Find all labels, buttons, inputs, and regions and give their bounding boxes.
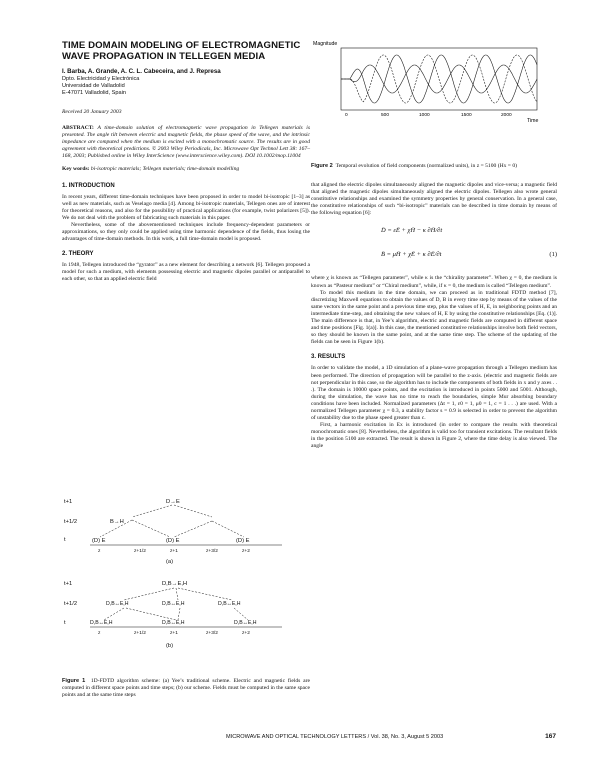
affiliation xyxy=(62,76,310,97)
article-authors: I. Barba, A. Grande, A. C. L. Cabeceira, and J. Represa xyxy=(62,68,221,75)
diagram-node: D,B↔E,H xyxy=(106,601,129,607)
row-label: t+1/2 xyxy=(64,601,78,607)
keywords-text: bi-isotropic materials; Tellegen materials; time-domain modelling xyxy=(90,166,240,173)
journal-info: MICROWAVE AND OPTICAL TECHNOLOGY LETTERS / Vol. 38, No. 3, August 5 2003 xyxy=(226,734,444,740)
x-tick-label: 1500 xyxy=(461,113,472,118)
row-label: t+1 xyxy=(64,581,73,587)
diagram-node: D,B↔E,H xyxy=(90,620,113,626)
figure-2-chart xyxy=(311,40,557,130)
diagram-node: D→E xyxy=(166,499,180,505)
affiliation-line: E-47071 Valladolid, Spain xyxy=(62,90,126,96)
keywords-label: Key words: xyxy=(62,166,90,173)
diagram-node: D,B↔E,H xyxy=(218,601,241,607)
row-label: t xyxy=(64,620,66,626)
x-tick-label: 500 xyxy=(381,113,390,118)
right-column xyxy=(311,40,557,451)
y-axis-label: Magnitude xyxy=(313,41,338,47)
paragraph: that aligned the electric dipoles simultaneously aligned the magnetic dipoles and vice-versa; a magnetic field that aligned the magnetic dipoles simultaneously aligned the electric dipoles. Tellegen also wrote general constitutive relationships and examined the symmetry properties by general conservation. In a general case, the constitutive relationships of such “bi-isotropic” materials can be described in time domain by means of the following equation [6]: xyxy=(311,182,557,217)
paragraph: In order to validate the model, a 1D simulation of a plane-wave propagation through a Tellegen medium has been performed. The direction of propagation will be parallel to the z-axis. (electric and magnetic fields are not perpendicular in this case, so the algorithm has to include the components of both fields in x and y axes . . .). The domain is 10000 space points, and the excitation is introduced in points 5000 and 5001. Although, during the simulation, the wave has no time to reach the boundaries, simple Mur absorbing boundary conditions have been included. Normalized parameters (Δt = 1, ε0 = 1, μ0 = 1, c = 1 . . .) are used. With a normalized Tellegen parameter χ = 0.3, a stability factor s = 0.9 is selected in order to prevent the algorithm of unstability due to the phase speed greater than c. xyxy=(311,365,557,422)
affiliation-line: Dpto. Electricidad y Electrónica xyxy=(62,76,140,82)
equation-number: (1) xyxy=(549,251,557,259)
subfigure-label: (b) xyxy=(166,643,174,649)
row-label: t xyxy=(64,537,66,543)
series-line-2 xyxy=(341,55,537,103)
equation-line: B̄ = μH̄ + χĒ + κ ∂Ē/∂t xyxy=(381,251,442,259)
caption-text: 1D-FDTD algorithm scheme: (a) Yee’s traditional scheme. Electric and magnetic fields are computed in different space points and time steps; (b) our scheme. Fields must be computed in the same space points and at the same time steps xyxy=(62,678,311,698)
position-label: z xyxy=(98,631,101,636)
equation-1 xyxy=(311,221,557,271)
x-axis-label: Time xyxy=(527,118,539,124)
article-title: TIME DOMAIN MODELING OF ELECTROMAGNETIC WAVE PROPAGATION IN TELLEGEN MEDIA xyxy=(62,40,301,62)
position-label: z+2 xyxy=(242,549,250,554)
position-label: z+1/2 xyxy=(134,549,146,554)
x-tick-label: 2000 xyxy=(501,113,512,118)
row-label: t+1 xyxy=(64,499,73,505)
caption-label: Figure 2 xyxy=(311,163,333,169)
position-label: z+1 xyxy=(170,631,178,636)
figure-1-caption xyxy=(62,678,310,699)
paragraph: where χ is known as “Tellegen parameter”, while κ is the “chirality parameter”. When χ = 0, the medium is known as “Pasteur medium” or “Chiral medium”, while, if κ = 0, the medium is called “Tellegen medium”. xyxy=(311,275,557,289)
x-tick-label: 1000 xyxy=(419,113,430,118)
section-heading-results: 3. RESULTS xyxy=(311,354,346,361)
position-label: z+1 xyxy=(170,549,178,554)
abstract xyxy=(62,125,310,160)
paragraph: To model this medium in the time domain, we can proceed as in traditional FDTD method [7], discretizing Maxwell equations to obtain the values of D, B in every time step by means of the values of the same vectors in the same point and a previous time step, plus the values of H, E, in neighboring points and an intermediate time-step, and obtaining the new values of H, E by using the constitutive relationships [Eq. (1)]. The main difference is that, in Yee’s algorithm, electric and magnetic fields are computed in different space and time positions [Fig. 1(a)]. In this case, the mentioned constitutive relationships involve both field vectors, so they should be known in the same point, and at the same time step. The scheme of the updating of the fields can be seen in Figure 1(b). xyxy=(311,289,557,346)
abstract-text: A time-domain solution of electromagnetic wave propagation in Tellegen materials is presented. The angle tilt between electric and magnetic fields, the phase speed of the wave, and the intrinsic impedance are computed when the medium is excited with a monochromatic source. The results are in good agreement with theoretical predictions. © 2003 Wiley Periodicals, Inc. Microwave Opt Technol Lett 38: 167–168, 2003; Published online in Wiley InterScience (www.interscience.wiley.com). DOI 10.1002/mop.11004 xyxy=(62,125,311,160)
page-number: 167 xyxy=(545,733,556,740)
position-label: z xyxy=(98,549,101,554)
left-column xyxy=(62,40,310,284)
figure-1 xyxy=(62,497,310,699)
section-heading-theory: 2. THEORY xyxy=(62,251,94,258)
diagram-node: D,B→E,H xyxy=(162,581,188,587)
figure-2-caption xyxy=(311,163,557,170)
position-label: z+3/2 xyxy=(206,631,218,636)
diagram-node: D,B↔E,H xyxy=(234,620,257,626)
diagram-node: D,B↔E,H xyxy=(162,601,185,607)
x-tick-label: 0 xyxy=(345,113,348,118)
diagram-node: (D) E xyxy=(236,538,250,544)
page-footer xyxy=(226,734,556,740)
keywords xyxy=(62,166,310,173)
paragraph: Nevertheless, some of the abovementioned techniques include frequency-dependent parameters or approximations, so they only could be applied using time harmonic dependence of the fields, thus losing the advantages of time-domain methods. In this work, a full time-domain model is proposed. xyxy=(62,221,310,243)
caption-text: Temporal evolution of field components (normalized units), in z = 5100 (Hx = 0) xyxy=(335,163,518,169)
subfigure-label: (a) xyxy=(166,559,174,565)
diagram-node: D,B↔E,H xyxy=(162,620,185,626)
caption-label: Figure 1 xyxy=(62,678,86,684)
abstract-label: ABSTRACT: xyxy=(62,125,94,131)
received-date: Received 20 January 2003 xyxy=(62,109,122,115)
paragraph: In 1948, Tellegen introduced the “gyrator” as a new element for describing a network [6]. Tellegen proposed a model for such a medium, with elements possessing electric and magnetic dipoles parallel or antiparallel to each other, so that an applied electric field xyxy=(62,262,310,283)
position-label: z+2 xyxy=(242,631,250,636)
diagram-node: (D) E xyxy=(92,538,106,544)
paragraph: In recent years, different time-domain techniques have been proposed in order to model bi-isotropic [1–3] as well as new materials, such as Veselago media [4]. Among bi-isotropic materials, Tellegen ones are of interest for theoretical reasons, and also for the possibility of practical applications (for example, twist polarizers [5]). We do not deal with the problem of fabricating such materials in this paper. xyxy=(62,193,310,221)
paragraph: First, a harmonic excitation in Ex is introduced (in order to compare the results with theoretical monochromatic ones [8]. Nevertheless, the algorithm is valid too for transient excitations. The resultant fields in the position 5100 are extracted. The result is shown in Figure 2, where the time delay is also viewed. The angle xyxy=(311,422,557,450)
diagram-node: (D) E xyxy=(166,538,180,544)
diagram-node: B→H xyxy=(110,519,124,525)
equation-line: D̄ = εĒ + χH̄ − κ ∂H̄/∂t xyxy=(381,227,443,235)
fdtd-scheme-diagram xyxy=(62,497,310,677)
section-heading-introduction: 1. INTRODUCTION xyxy=(62,182,115,189)
affiliation-line: Universidad de Valladolid xyxy=(62,83,125,89)
row-label: t+1/2 xyxy=(64,519,78,525)
position-label: z+3/2 xyxy=(206,549,218,554)
position-label: z+1/2 xyxy=(134,631,146,636)
